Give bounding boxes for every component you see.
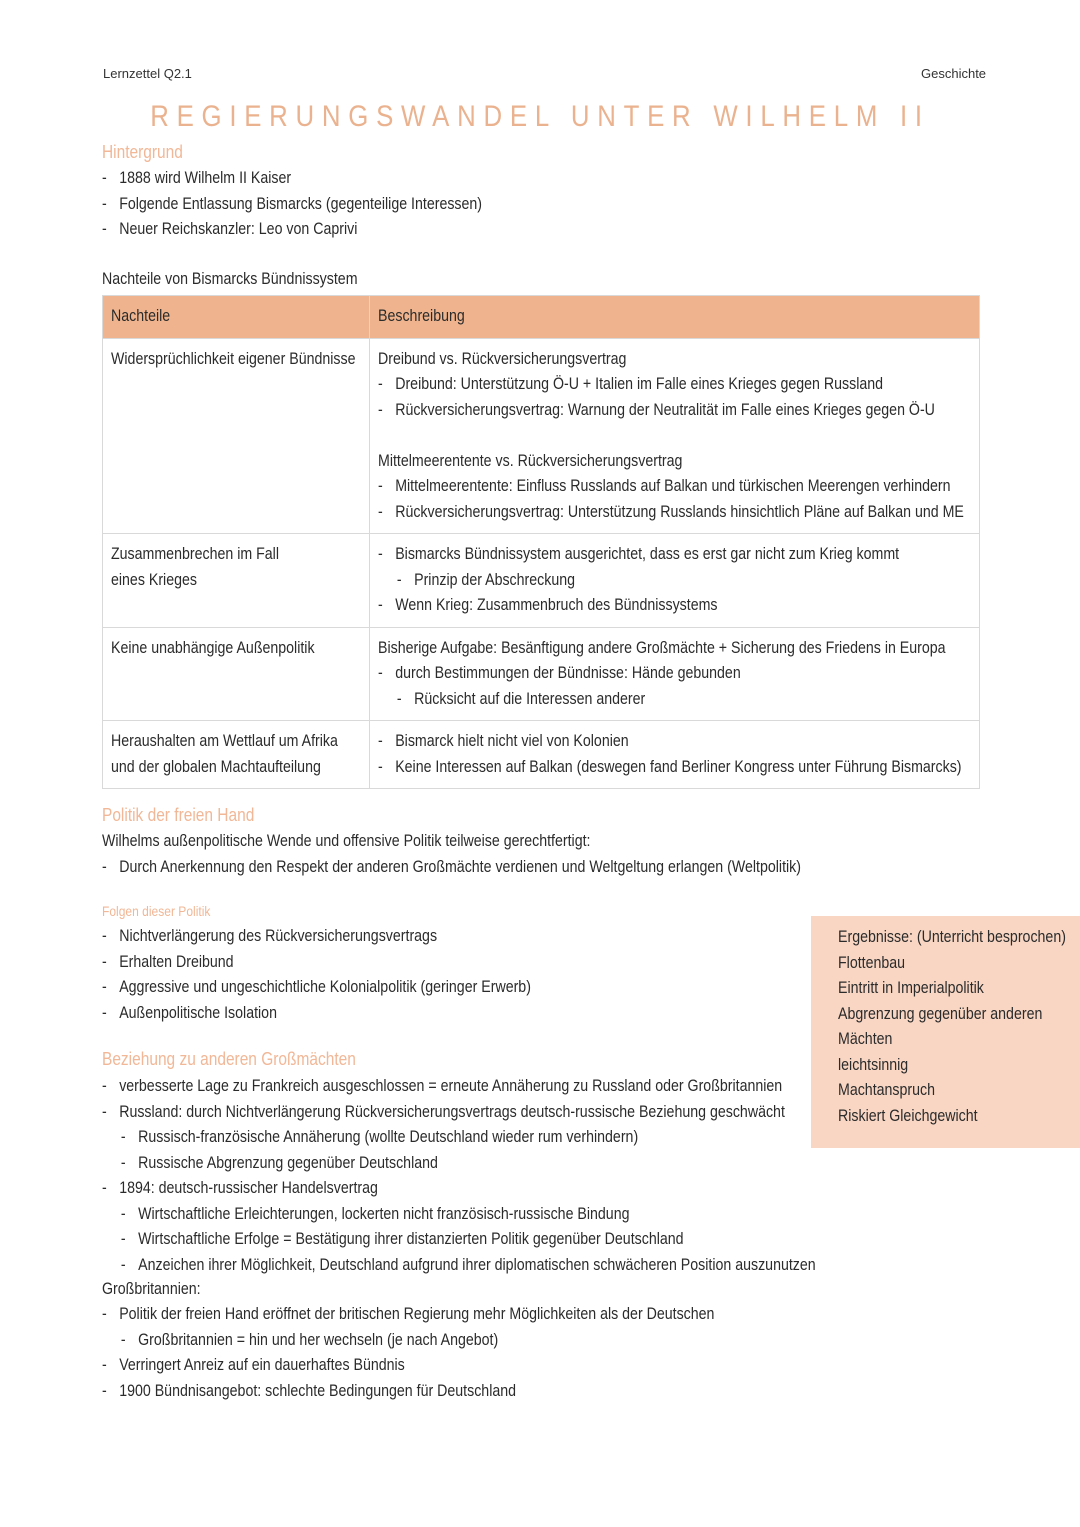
table-cell-list xyxy=(378,729,962,780)
list-item: - Dreibund: Unterstützung Ö-U + Italien im Falle eines Krieges gegen Russland xyxy=(378,372,888,398)
table-cell-paragraph: Bisherige Aufgabe: Besänftigung andere Großmächte + Sicherung des Friedens in Europa xyxy=(378,638,946,657)
ergebnisse-line: Ergebnisse: (Unterricht besprochen) xyxy=(838,928,1066,946)
heading-freie-hand: Politik der freien Hand xyxy=(102,805,255,825)
ergebnisse-box xyxy=(811,916,1080,1148)
list-item: - Bismarck hielt nicht viel von Kolonien xyxy=(378,729,888,755)
list-item: - Durch Anerkennung den Respekt der anderen Großmächte verdienen und Weltgeltung erlangen (Weltpolitik) xyxy=(102,855,801,881)
list-item: - Nichtverlängerung des Rückversicherungsvertrags xyxy=(102,924,531,950)
column-header: Nachteile xyxy=(111,307,171,325)
table-cell: Heraushalten am Wettlauf um Afrika und der globalen Machtaufteilung xyxy=(111,732,338,776)
header-course: Lernzettel Q2.1 xyxy=(103,66,192,81)
table-caption: Nachteile von Bismarcks Bündnissystem xyxy=(102,270,358,288)
list-item: - Russische Abgrenzung gegenüber Deutschland xyxy=(102,1151,816,1177)
list-item: - durch Bestimmungen der Bündnisse: Hände gebunden xyxy=(378,661,888,687)
list-item: - Russisch-französische Annäherung (wollte Deutschland wieder rum verhindern) xyxy=(102,1125,816,1151)
list-item: - Neuer Reichskanzler: Leo von Caprivi xyxy=(102,217,482,243)
freie-hand-list xyxy=(102,855,801,881)
ergebnisse-line: Mächten xyxy=(838,1030,893,1048)
list-item: - 1894: deutsch-russischer Handelsvertrag xyxy=(102,1176,816,1202)
list-item: - Wenn Krieg: Zusammenbruch des Bündnissystems xyxy=(378,593,888,619)
list-item: - Bismarcks Bündnissystem ausgerichtet, dass es erst gar nicht zum Krieg kommt xyxy=(378,542,888,568)
ergebnisse-line: Machtanspruch xyxy=(838,1081,936,1099)
list-item: - Verringert Anreiz auf ein dauerhaftes Bündnis xyxy=(102,1353,714,1379)
column-header: Beschreibung xyxy=(378,307,465,325)
nachteile-table xyxy=(102,295,980,789)
list-item: - Folgende Entlassung Bismarcks (gegenteilige Interessen) xyxy=(102,192,482,218)
list-item: - verbesserte Lage zu Frankreich ausgeschlossen = erneute Annäherung zu Russland oder Großbritannien xyxy=(102,1074,816,1100)
ergebnisse-line: Eintritt in Imperialpolitik xyxy=(838,979,984,997)
ergebnisse-line: Flottenbau xyxy=(838,953,906,972)
table-cell-list xyxy=(378,474,964,525)
table-cell-list xyxy=(378,661,888,712)
list-item: - Wirtschaftliche Erfolge = Bestätigung ihrer distanzierten Politik gegenüber Deutschland xyxy=(102,1227,816,1253)
header-subject: Geschichte xyxy=(921,66,987,81)
list-item: - Keine Interessen auf Balkan (deswegen fand Berliner Kongress unter Führung Bismarcks) xyxy=(378,755,888,781)
ergebnisse-line: Abgrenzung gegenüber anderen xyxy=(838,1004,1043,1023)
list-item: - 1888 wird Wilhelm II Kaiser xyxy=(102,166,482,192)
list-item: - Rückversicherungsvertrag: Warnung der Neutralität im Falle eines Krieges gegen Ö-U xyxy=(378,398,888,424)
list-item: - Rücksicht auf die Interessen anderer xyxy=(378,687,888,713)
list-item: - Erhalten Dreibund xyxy=(102,950,531,976)
heading-beziehung: Beziehung zu anderen Großmächten xyxy=(102,1049,356,1069)
list-item: - Mittelmeerentente: Einfluss Russlands auf Balkan und türkischen Meerengen verhindern xyxy=(378,474,888,500)
table-cell-paragraph: Mittelmeerentente vs. Rückversicherungsvertrag xyxy=(378,451,683,470)
table-cell: Keine unabhängige Außenpolitik xyxy=(111,638,315,657)
list-item: - Außenpolitische Isolation xyxy=(102,1001,531,1027)
hintergrund-list xyxy=(102,166,482,243)
page-title: REGIERUNGSWANDEL UNTER WILHELM II xyxy=(150,100,930,133)
table-cell-paragraph: Dreibund vs. Rückversicherungsvertrag xyxy=(378,349,627,368)
folgen-list xyxy=(102,924,531,1026)
list-item: - Anzeichen ihrer Möglichkeit, Deutschland aufgrund ihrer diplomatischen schwächeren Position auszunutzen xyxy=(102,1253,816,1279)
list-item: - Prinzip der Abschreckung xyxy=(378,568,888,594)
table-cell-list xyxy=(378,372,935,423)
list-item: - Großbritannien = hin und her wechseln (je nach Angebot) xyxy=(102,1328,714,1354)
heading-hintergrund: Hintergrund xyxy=(102,142,183,162)
table-cell-list xyxy=(378,542,900,619)
list-item: - Rückversicherungsvertrag: Unterstützung Russlands hinsichtlich Pläne auf Balkan und ME xyxy=(378,500,888,526)
list-item: - Aggressive und ungeschichtliche Kolonialpolitik (geringer Erwerb) xyxy=(102,975,531,1001)
list-item: - Politik der freien Hand eröffnet der britischen Regierung mehr Möglichkeiten als der Deutschen xyxy=(102,1302,714,1328)
table-header-row xyxy=(103,296,979,338)
table-row xyxy=(103,338,979,534)
freie-hand-intro: Wilhelms außenpolitische Wende und offensive Politik teilweise gerechtfertigt: xyxy=(102,832,591,850)
table-cell: Zusammenbrechen im Fall eines Krieges xyxy=(111,545,279,589)
table-row xyxy=(103,720,979,788)
list-item: - 1900 Bündnisangebot: schlechte Bedingungen für Deutschland xyxy=(102,1379,714,1405)
list-item: - Wirtschaftliche Erleichterungen, lockerten nicht französisch-russische Bindung xyxy=(102,1202,816,1228)
ergebnisse-line: leichtsinnig xyxy=(838,1055,909,1074)
gb-list xyxy=(102,1302,714,1404)
table-row xyxy=(103,533,979,627)
ergebnisse-line: Riskiert Gleichgewicht xyxy=(838,1106,978,1125)
table-row xyxy=(103,627,979,721)
gb-label: Großbritannien: xyxy=(102,1280,201,1298)
beziehung-list xyxy=(102,1074,816,1278)
list-item: - Russland: durch Nichtverlängerung Rückversicherungsvertrags deutsch-russische Beziehung geschwächt xyxy=(102,1100,816,1126)
table-cell: Widersprüchlichkeit eigener Bündnisse xyxy=(111,349,356,368)
heading-folgen: Folgen dieser Politik xyxy=(102,903,211,919)
